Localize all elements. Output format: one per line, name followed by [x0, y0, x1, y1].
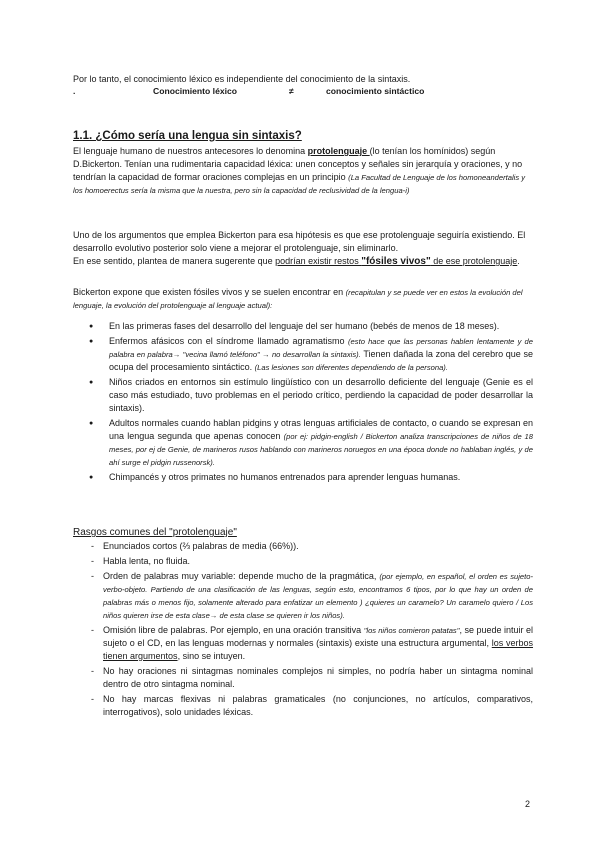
item-note: "los niños comieron patatas" — [363, 626, 460, 635]
item-note: (por ej: pidgin-english / Bickerton analiza transcripciones de niños de 18 meses, por ej de Genie, de marineros rusos hablando con marineros noruegos en una época donde no hablaban inglés, y de ahí surge el pidgin russenorsk). — [109, 432, 533, 467]
list-item — [73, 665, 533, 691]
page-number: 2 — [524, 799, 530, 809]
lexical-knowledge-label: Conocimiento léxico — [153, 86, 238, 96]
p1-note: (La Facultad de Lenguaje de los homoneandertalis y los homoerectus sería la misma que la nuestra, pero sin la capacidad de reclusividad de la lengua-i) — [73, 173, 526, 195]
item-note: (por ejemplo, en español, el orden es sujeto-verbo-objeto. Partiendo de una clasificación de las lenguas, según esto, encontramos 6 tipos, por lo que hay un orden de palabras más o menos fijo, solamente alterado para enfatizar un elemento ) ¿quieres un caramelo? Un caramelo quiero / Los niños quieren irse de esta clase→ de esta clase se quieren ir los niños). — [103, 572, 533, 620]
paragraph-fossils-intro — [73, 286, 533, 312]
intro-line: Por lo tanto, el conocimiento léxico es independiente del conocimiento de la sintaxis. — [73, 74, 411, 84]
list-item — [73, 320, 533, 333]
item-text: No hay oraciones ni sintagmas nominales complejos ni simples, no podría haber un sintagma nominal dentro de otro sintagma nominal. — [103, 666, 533, 689]
item-text: Chimpancés y otros primates no humanos entrenados para aprender lenguas humanas. — [109, 472, 461, 482]
item-text: Niños criados en entornos sin estímulo lingüístico con un desarrollo deficiente del lenguaje (Genie es el caso más estudiado, tuvo problemas en el periodo crítico, perdiendo la capacidad de poder desarrollar la sintaxis). — [109, 377, 533, 413]
list-item — [73, 417, 533, 469]
list-item — [73, 540, 533, 553]
item-text: Orden de palabras muy variable: depende mucho de la pragmática, — [103, 571, 380, 581]
p1-text-b: (lo tenían los homínidos) según D.Bickerton. Tenían una rudimentaria capacidad léxica: unen conceptos y señales sin jerarquía y oraciones, y no tendrían la capacidad de formar oraciones complejas en un principio — [73, 146, 523, 182]
item-note: (esto hace que las personas hablen lentamente y de palabra en palabra→ "vecina llamó teléfono" → no desarrollan la sintaxis). — [109, 337, 533, 359]
p2-underlined-1: podrían existir restos — [275, 256, 362, 266]
not-equal-symbol: ≠ — [289, 86, 294, 96]
p1-text-a: El lenguaje humano de nuestros antecesores lo denomina — [73, 146, 308, 156]
list-item — [73, 693, 533, 719]
item-tail: Tienen dañada la zona del cerebro que se ocupa del procesamiento sintáctico. — [109, 349, 533, 372]
paragraph-bickerton-argument — [73, 229, 533, 268]
item-text: Enfermos afásicos con el síndrome llamado agramatismo — [109, 336, 349, 346]
item-tail-2: , sino se intuyen. — [177, 651, 246, 661]
p2-end: . — [517, 256, 520, 266]
item-note-2: (Las lesiones son diferentes dependiendo de la persona). — [254, 363, 448, 372]
protolenguaje-term: protolenguaje — [307, 146, 370, 156]
list-item — [73, 570, 533, 622]
section-heading: 1.1. ¿Cómo sería una lengua sin sintaxis? — [73, 130, 302, 142]
item-text: Enunciados cortos (⅔ palabras de media (66%)). — [103, 541, 299, 551]
fossils-list — [73, 320, 533, 486]
p2-text-b: En ese sentido, plantea de manera sugerente que — [73, 256, 276, 266]
p3-text: Bickerton expone que existen fósiles vivos y se suelen encontrar en — [73, 287, 346, 297]
item-underlined: los verbos tienen argumentos — [103, 638, 533, 661]
item-text: No hay marcas flexivas ni palabras gramaticales (no conjunciones, no artículos, comparativos, interrogativos), solo unidades léxicas. — [103, 694, 533, 717]
item-text: Habla lenta, no fluida. — [103, 556, 191, 566]
item-text: Omisión libre de palabras. Por ejemplo, en una oración transitiva — [103, 625, 364, 635]
list-item — [73, 376, 533, 415]
p2-text-a: Uno de los argumentos que emplea Bickerton para esa hipótesis es que ese protolenguaje seguiría existiendo. El desarrollo evolutivo posterior solo viene a mejorar el protolenguaje, sin eliminarlo. — [73, 230, 526, 253]
list-item — [73, 555, 533, 568]
item-text: En las primeras fases del desarrollo del lenguaje del ser humano (bebés de menos de 18 meses). — [109, 321, 500, 331]
list-item — [73, 335, 533, 374]
paragraph-protolenguaje — [73, 145, 533, 197]
syntactic-knowledge-label: conocimiento sintáctico — [326, 86, 425, 96]
fosiles-vivos-term: "fósiles vivos" — [361, 256, 431, 267]
list-item — [73, 624, 533, 663]
p3-note: (recapitulan y se puede ver en estos la evolución del lenguaje, la evolución del protolenguaje al lenguaje actual): — [73, 288, 523, 310]
item-tail: , se puede intuir el sujeto o el CD, en las lenguas modernas y normales (sintaxis) existe una estructura argumental, — [103, 625, 534, 648]
rasgos-list — [73, 540, 533, 721]
rasgos-title: Rasgos comunes del "protolenguaje" — [73, 527, 237, 538]
p2-underlined-2: de ese protolenguaje — [430, 256, 518, 266]
intro-dot: . — [73, 86, 76, 96]
list-item — [73, 471, 533, 484]
item-text: Adultos normales cuando hablan pidgins y otras lenguas artificiales de contacto, o cuando se expresan en una lengua segunda que apenas conocen — [109, 418, 533, 441]
